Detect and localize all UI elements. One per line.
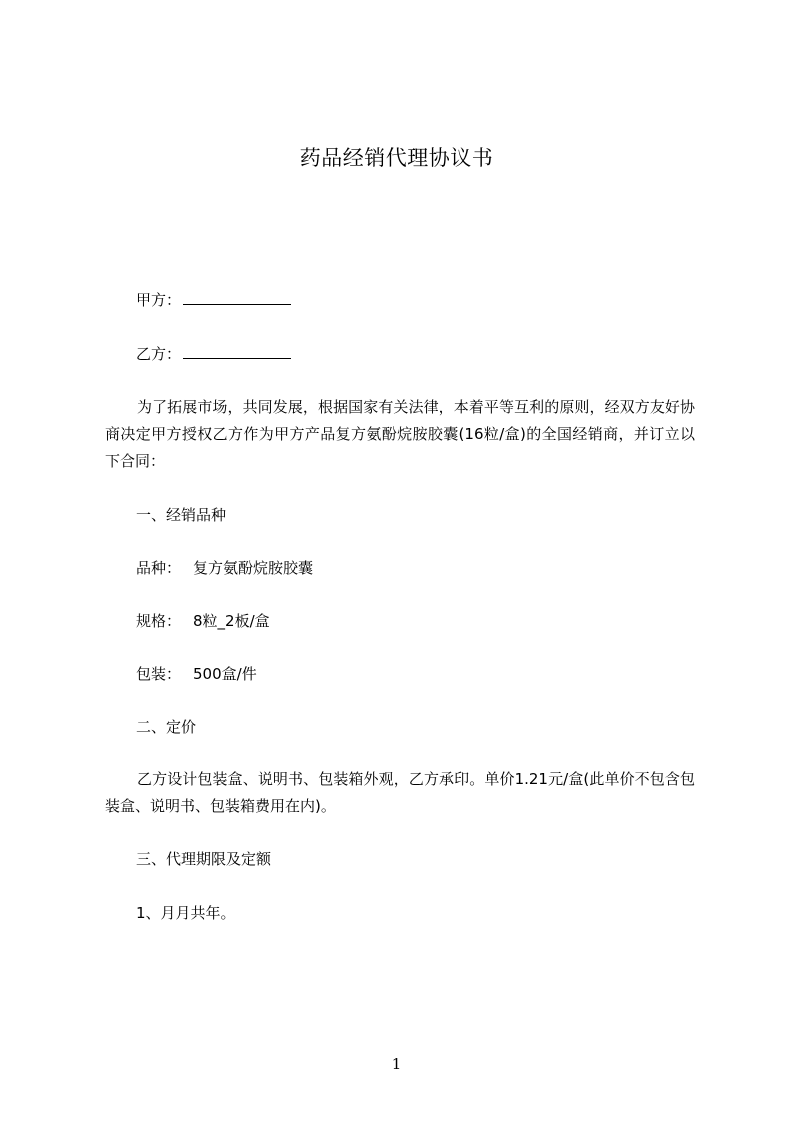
packing-label: 包装： bbox=[136, 665, 182, 683]
pricing-paragraph: 乙方设计包装盒、说明书、包装箱外观，乙方承印。单价1.21元/盒(此单价不包含包装盒、说明书、包装箱费用在内)。 bbox=[105, 770, 695, 815]
term-item-1: 1、月月共年。 bbox=[136, 904, 236, 922]
party-a-label: 甲方： bbox=[136, 291, 182, 309]
spec-label: 规格： bbox=[136, 612, 182, 630]
variety-line bbox=[136, 558, 313, 578]
party-a-line bbox=[136, 290, 291, 310]
variety-label: 品种： bbox=[136, 559, 182, 577]
document-title: 药品经销代理协议书 bbox=[299, 146, 494, 170]
spec-value: 8粒_2板/盒 bbox=[193, 612, 270, 630]
party-b-blank bbox=[183, 344, 291, 359]
page-number: 1 bbox=[391, 1055, 402, 1073]
section1-heading: 一、经销品种 bbox=[136, 506, 227, 524]
packing-line bbox=[136, 664, 257, 684]
spec-line bbox=[136, 611, 270, 631]
packing-value: 500盒/件 bbox=[193, 665, 257, 683]
section3-heading: 三、代理期限及定额 bbox=[136, 850, 272, 868]
intro-paragraph: 为了拓展市场，共同发展，根据国家有关法律，本着平等互利的原则，经双方友好协商决定甲方授权乙方作为甲方产品复方氨酚烷胺胶囊(16粒/盒)的全国经销商，并订立以下合同： bbox=[105, 398, 695, 470]
variety-value: 复方氨酚烷胺胶囊 bbox=[193, 559, 314, 577]
party-a-blank bbox=[183, 290, 291, 305]
party-b-label: 乙方： bbox=[136, 345, 182, 363]
party-b-line bbox=[136, 344, 291, 364]
section2-heading: 二、定价 bbox=[136, 718, 197, 736]
